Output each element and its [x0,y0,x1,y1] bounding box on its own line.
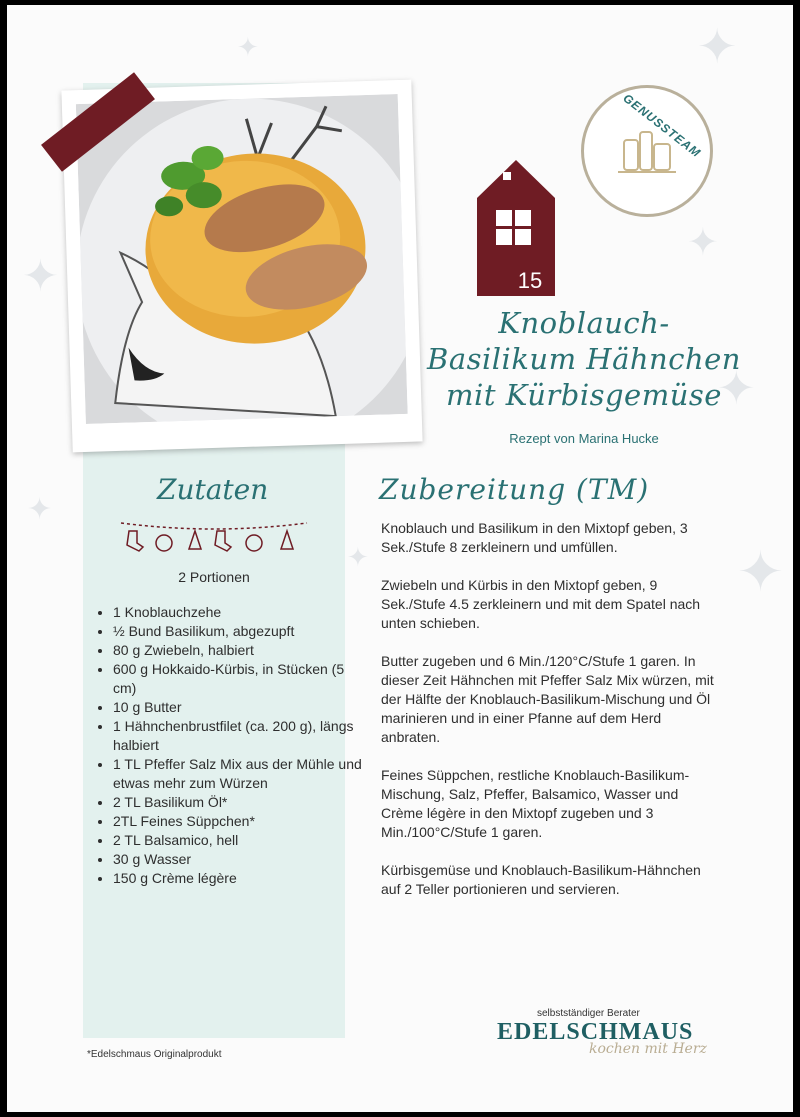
ingredient-item: • 80 g Zwiebeln, halbiert [113,641,363,660]
recipe-title [419,305,749,413]
ingredient-item: • 10 g Butter [113,698,363,717]
recipe-card [7,5,793,1112]
preparation-heading: Zubereitung (TM) [379,473,650,506]
ingredient-item: • 2 TL Basilikum Öl* [113,793,363,812]
brand-tagline: kochen mit Herz [589,1041,707,1057]
star-decoration: ✦ [717,361,756,415]
ingredient-item: • 1 TL Pfeffer Salz Mix aus der Mühle und etwas mehr zum Würzen [113,755,363,793]
brand-logo: EDELSCHMAUS [497,1019,694,1045]
portions: 2 Portionen [178,569,250,585]
recipe-author: Rezept von Marina Hucke [509,431,659,446]
star-decoration: ✦ [237,33,259,63]
ingredient-item: • 1 Hähnchenbrustfilet (ca. 200 g), längs halbiert [113,717,363,755]
ingredient-item: • 1 Knoblauchzehe [113,603,363,622]
ingredient-item: • 600 g Hokkaido-Kürbis, in Stücken (5 cm) [113,660,363,698]
star-decoration: ✦ [347,543,369,573]
ingredient-item: • 30 g Wasser [113,850,363,869]
badge-text: GENUSSTEAM [620,91,704,161]
dish-photo [61,80,422,453]
preparation-steps [381,519,721,918]
title-line: Knoblauch- [498,306,670,340]
preparation-step: Zwiebeln und Kürbis in den Mixtopf geben, 9 Sek./Stufe 4.5 zerkleinern und mit dem Spatel nach unten schieben. [381,577,701,631]
ingredients-heading: Zutaten [157,473,269,506]
ingredient-item: • 2TL Feines Süppchen* [113,812,363,831]
preparation-step: Butter zugeben und 6 Min./120°C/Stufe 1 garen. In dieser Zeit Hähnchen mit Pfeffer Salz Mix würzen, mit der Hälfte der Knoblauch-Basilikum-Mischung und Öl marinieren und in einer Pfanne auf dem Herd anbraten. [381,653,714,745]
star-decoration: ✦ [22,251,59,302]
dish-photo-image [76,94,408,424]
ingredient-item: • 2 TL Balsamico, hell [113,831,363,850]
star-decoration: ✦ [27,492,53,527]
christmas-ornaments-icon [119,517,309,557]
star-decoration: ✦ [687,220,719,264]
footnote: *Edelschmaus Originalprodukt [87,1049,222,1060]
ingredient-item: • 150 g Crème légère [113,869,363,888]
preparation-step: Knoblauch und Basilikum in den Mixtopf geben, 3 Sek./Stufe 8 zerkleinern und umfüllen. [381,520,688,555]
star-decoration: ✦ [737,540,784,605]
preparation-step: Kürbisgemüse und Knoblauch-Basilikum-Hähnchen auf 2 Teller portionieren und servieren. [381,862,701,897]
star-decoration: ✦ [697,19,738,75]
title-line: Basilikum Hähnchen [427,342,741,376]
preparation-step: Feines Süppchen, restliche Knoblauch-Basilikum-Mischung, Salz, Pfeffer, Balsamico, Wasser und Crème légère in den Mixtopf zugeben und 3 Min./100°C/Stufe 1 garen. [381,767,690,840]
brand-subtitle: selbstständiger Berater [537,1008,640,1019]
day-number: 15 [517,268,543,293]
title-line: mit Kürbisgemüse [446,378,722,412]
advent-house-icon [477,160,555,296]
ingredient-list [91,603,363,888]
ingredient-item: • ½ Bund Basilikum, abgezupft [113,622,363,641]
